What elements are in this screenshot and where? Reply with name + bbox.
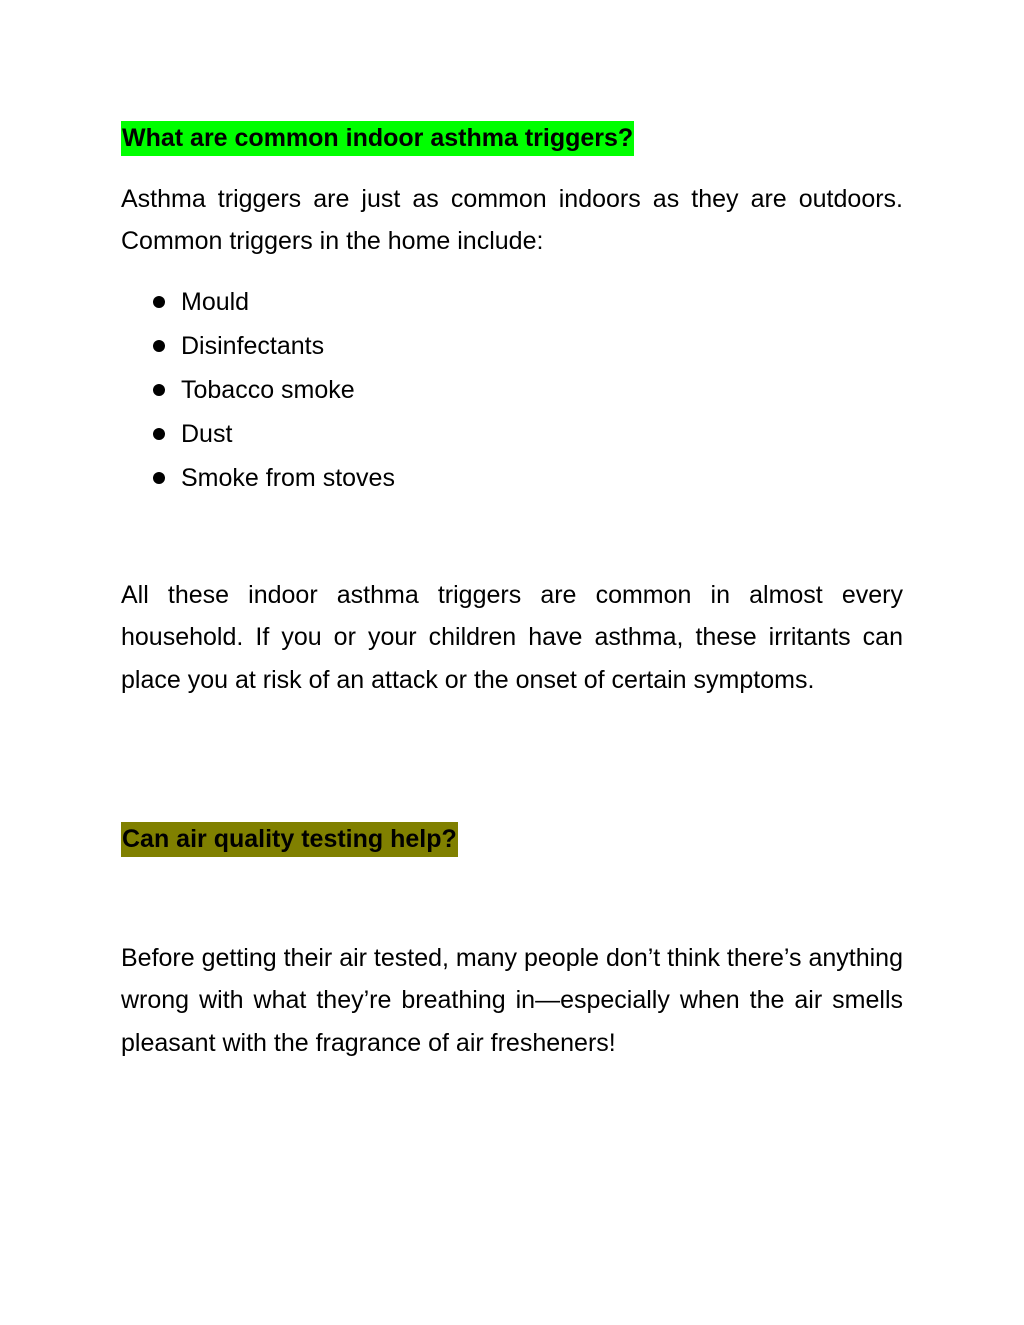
bullet-icon xyxy=(153,428,165,440)
bullet-icon xyxy=(153,296,165,308)
list-item xyxy=(121,412,395,456)
bullet-icon xyxy=(153,384,165,396)
list-item-text: Tobacco smoke xyxy=(181,376,355,404)
list-item-text: Dust xyxy=(181,420,233,448)
section-heading-indoor-triggers xyxy=(121,121,634,156)
list-item xyxy=(121,324,395,368)
triggers-list xyxy=(121,280,395,500)
list-item xyxy=(121,368,395,412)
bullet-icon xyxy=(153,472,165,484)
heading-highlight: What are common indoor asthma triggers? xyxy=(121,121,634,156)
list-item-text: Mould xyxy=(181,288,250,316)
air-testing-paragraph: Before getting their air tested, many people don’t think there’s anything wrong with what they’re breathing in—especially when the air smells pleasant with the fragrance of air fresheners! xyxy=(121,944,903,1057)
list-item xyxy=(121,280,395,324)
triggers-paragraph: All these indoor asthma triggers are common in almost every household. If you or your children have asthma, these irritants can place you at risk of an attack or the onset of certain symptoms. xyxy=(121,581,903,694)
bullet-icon xyxy=(153,340,165,352)
section-heading-air-quality xyxy=(121,822,458,857)
list-item-text: Smoke from stoves xyxy=(181,464,395,492)
list-item xyxy=(121,456,395,500)
intro-paragraph: Asthma triggers are just as common indoors as they are outdoors. Common triggers in the home include: xyxy=(121,185,903,256)
list-item-text: Disinfectants xyxy=(181,332,325,360)
heading-highlight: Can air quality testing help? xyxy=(121,822,458,857)
